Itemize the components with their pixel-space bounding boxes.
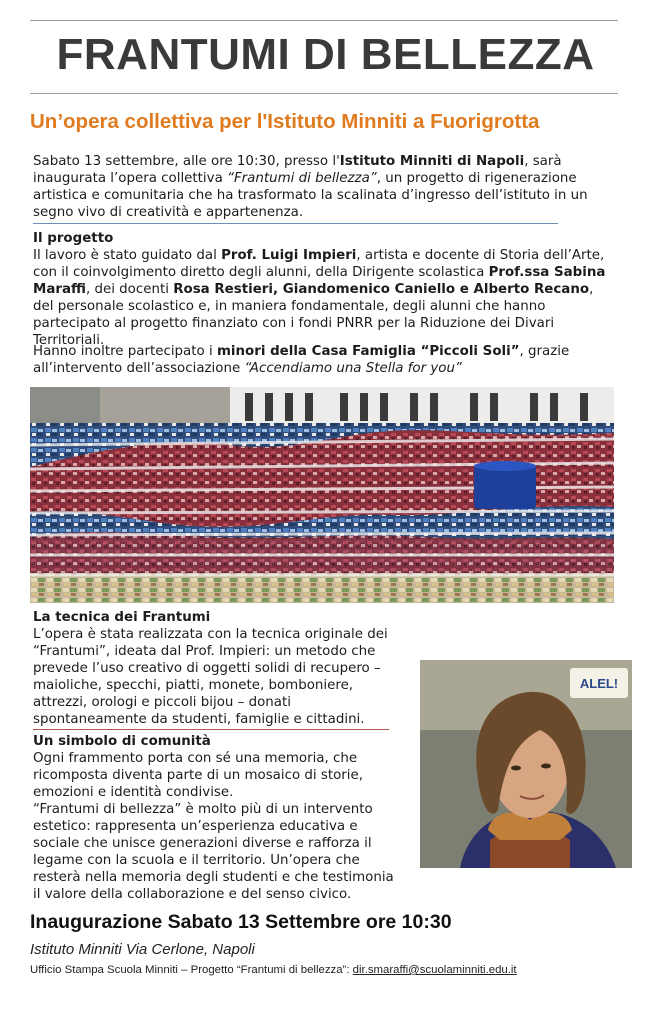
simbolo-paragraph-1: Ogni frammento porta con sé una memoria, che ricomposta diventa parte di un mosaico di storie, emozioni e identità condivise. [33,751,364,800]
photo-background-sign: ALEL! [579,676,619,691]
press-credit: Ufficio Stampa Scuola Minniti – Progetto “Frantumi di bellezza”: dir.smaraffi@scuolaminniti.edu.it [30,964,517,976]
section-heading-progetto: Il progetto [33,231,114,246]
inauguration-place: Istituto Minniti Via Cerlone, Napoli [30,941,255,958]
intro-school-name: Istituto Minniti di Napoli [339,154,525,169]
intro-work-title: “Frantumi di bellezza” [227,171,377,186]
progetto-paragraph-2: Hanno inoltre partecipato i minori della Casa Famiglia “Piccoli Soli”, grazie all’intervento dell’associazione “Accendiamo una Stella for you” [33,344,570,376]
divider-blue-1 [33,223,558,224]
portrait-photo-prof-impieri [420,660,632,868]
progetto-paragraph: Il lavoro è stato guidato dal Prof. Luigi Impieri, artista e docente di Storia dell’Arte, con il coinvolgimento diretto degli alunni, della Dirigente scolastica Prof.ssa Sabina Maraffi, dei docenti Rosa Restieri, Giandomenico Caniello e Alberto Recano, del personale scolastico e, in maniera fondamentale, degli alunni che hanno partecipato al progetto finanziato con i fondi PNRR per la Riduzione dei Divari Territoriali. [33,248,606,348]
tecnica-paragraph: L’opera è stata realizzata con la tecnica originale dei “Frantumi”, ideata dal Prof. Impieri: un metodo che prevede l’uso creativo di oggetti solidi di recupero – maioliche, specchi, piatti, monete, bomboniere, attrezzi, orologi e piccoli bijou – donati spontaneamente da studenti, famiglie e cittadini. [33,627,388,727]
top-rule [30,20,618,21]
mosaic-staircase-photo [30,387,614,603]
press-email-link[interactable]: dir.smaraffi@scuolaminniti.edu.it [352,964,517,976]
intro-paragraph: Sabato 13 settembre, alle ore 10:30, presso l'Istituto Minniti di Napoli, sarà inaugurata l’opera collettiva “Frantumi di bellezza”, un progetto di rigenerazione artistica e comunitaria che ha trasformato la scalinata d’ingresso dell’istituto in un segno vivo di creatività e appartenenza. [33,154,588,220]
divider-red [33,729,389,730]
page-subtitle: Un’opera collettiva per l'Istituto Minniti a Fuorigrotta [30,110,540,133]
simbolo-paragraph-2: “Frantumi di bellezza” è molto più di un intervento estetico: rappresenta un’esperienza educativa e sociale che unisce generazioni diverse e rafforza il legame con la scuola e il territorio. Un’opera che resterà nella memoria degli studenti e che testimonia il valore della collaborazione e del senso civico. [33,802,394,902]
section-heading-simbolo: Un simbolo di comunità [33,734,211,749]
page-title: FRANTUMI DI BELLEZZA [56,30,595,79]
title-rule [30,93,618,94]
section-heading-tecnica: La tecnica dei Frantumi [33,610,211,625]
inauguration-title: Inaugurazione Sabato 13 Settembre ore 10:30 [30,911,452,933]
